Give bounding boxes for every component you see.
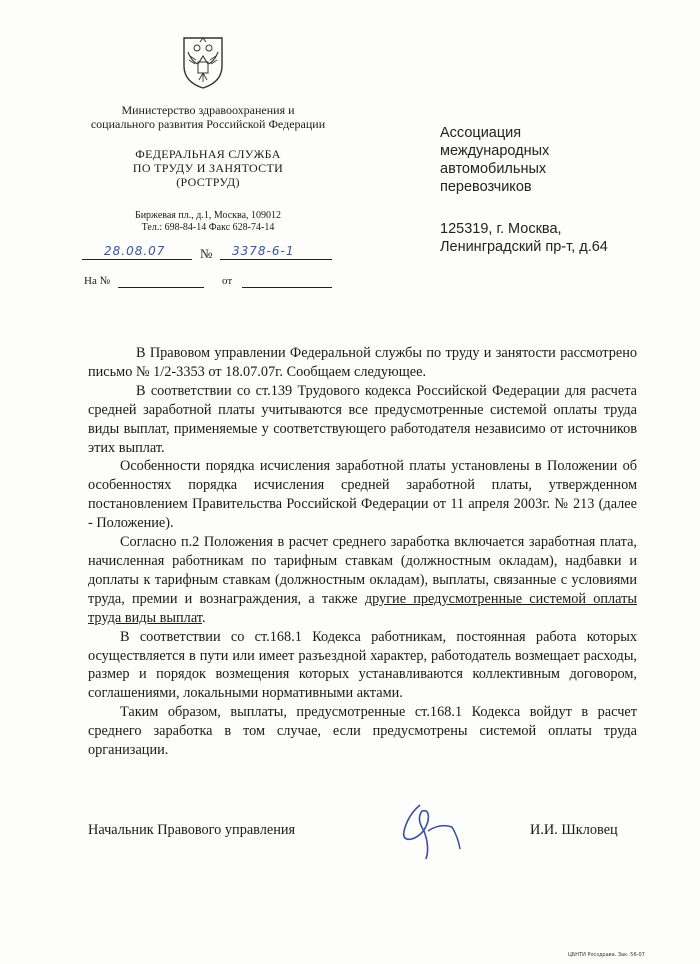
paragraph-6: Таким образом, выплаты, предусмотренные ст.168.1 Кодекса войдут в расчет среднего заработка в том случае, если предусмотрены системой оплаты труда организации. bbox=[88, 704, 637, 759]
service-line-2: ПО ТРУДУ И ЗАНЯТОСТИ bbox=[132, 161, 284, 175]
paragraph-3: Особенности порядка исчисления заработной платы установлены в Положении об особенностях порядка исчисления средней заработной платы, утвержденном постановлением Правительства Российской Федерации от 11 апреля 2003г. № 213 (далее - Положение). bbox=[88, 458, 637, 532]
paragraph-4-underlined: другие предусмотренные системой оплаты труда виды выплат bbox=[88, 590, 637, 626]
recipient-line-1: Ассоциация bbox=[440, 125, 522, 141]
paragraph-4-end: . bbox=[201, 609, 206, 626]
printer-mark: ЦБНТИ Росздрава. Зак. 56-07 bbox=[568, 952, 645, 958]
recipient-line-3: автомобильных bbox=[440, 161, 547, 177]
recipient-block bbox=[440, 124, 680, 256]
recipient-address-1: 125319, г. Москва, bbox=[440, 221, 562, 237]
signatory-name: И.И. Шкловец bbox=[530, 822, 618, 838]
reply-number-label: На № bbox=[84, 275, 111, 287]
letter-body bbox=[88, 344, 637, 760]
paragraph-1: В Правовом управлении Федеральной службы по труду и занятости рассмотрено письмо № 1/2-3353 от 18.07.07г. Сообщаем следующее. bbox=[88, 345, 637, 380]
ministry-line-1: Министерство здравоохранения и bbox=[121, 103, 295, 117]
handwritten-number: 3378-6-1 bbox=[232, 244, 295, 258]
handwritten-date: 28.08.07 bbox=[104, 244, 166, 258]
handwritten-signature-icon bbox=[390, 797, 470, 867]
paragraph-4-text: Согласно п.2 Положения в расчет среднего заработка включается заработная плата, начисленная работникам по тарифным ставкам (должностным окладам), надбавки и доплаты к тарифным ставкам (должностным окладам), выплаты, связанные с условиями труда, премии и вознаграждения, а также bbox=[88, 534, 637, 607]
paragraph-2: В соответствии со ст.139 Трудового кодекса Российской Федерации для расчета средней заработной платы учитываются все предусмотренные системой оплаты труда виды выплат, применяемые у соответствующего работодателя независимо от источников этих выплат. bbox=[88, 382, 637, 456]
service-line-3: (РОСТРУД) bbox=[176, 175, 240, 189]
number-label: № bbox=[200, 246, 213, 261]
russian-eagle-emblem-icon bbox=[178, 32, 228, 90]
address-line-2: Тел.: 698-84-14 Факс 628-74-14 bbox=[141, 222, 275, 233]
recipient-line-2: международных bbox=[440, 143, 550, 159]
ministry-name bbox=[60, 103, 356, 131]
service-address bbox=[80, 210, 336, 234]
recipient-line-4: перевозчиков bbox=[440, 179, 532, 195]
service-line-1: ФЕДЕРАЛЬНАЯ СЛУЖБА bbox=[135, 147, 281, 161]
reply-reference-line bbox=[82, 274, 342, 292]
paragraph-4 bbox=[88, 533, 637, 628]
paragraph-5: В соответствии со ст.168.1 Кодекса работникам, постоянная работа которых осуществляется в пути или имеет разъездной характер, работодатель возмещает расходы, размер и порядок возмещения которых устанавливаются коллективным договором, соглашениями, локальными нормативными актами. bbox=[88, 628, 637, 702]
address-line-1: Биржевая пл., д.1, Москва, 109012 bbox=[134, 210, 282, 221]
recipient-address-2: Ленинградский пр-т, д.64 bbox=[440, 239, 608, 255]
service-name bbox=[80, 147, 336, 189]
ministry-line-2: социального развития Российской Федерации bbox=[90, 117, 326, 131]
reply-from-label: от bbox=[222, 275, 233, 287]
outgoing-number-line bbox=[82, 245, 342, 265]
signatory-title: Начальник Правового управления bbox=[88, 822, 296, 838]
